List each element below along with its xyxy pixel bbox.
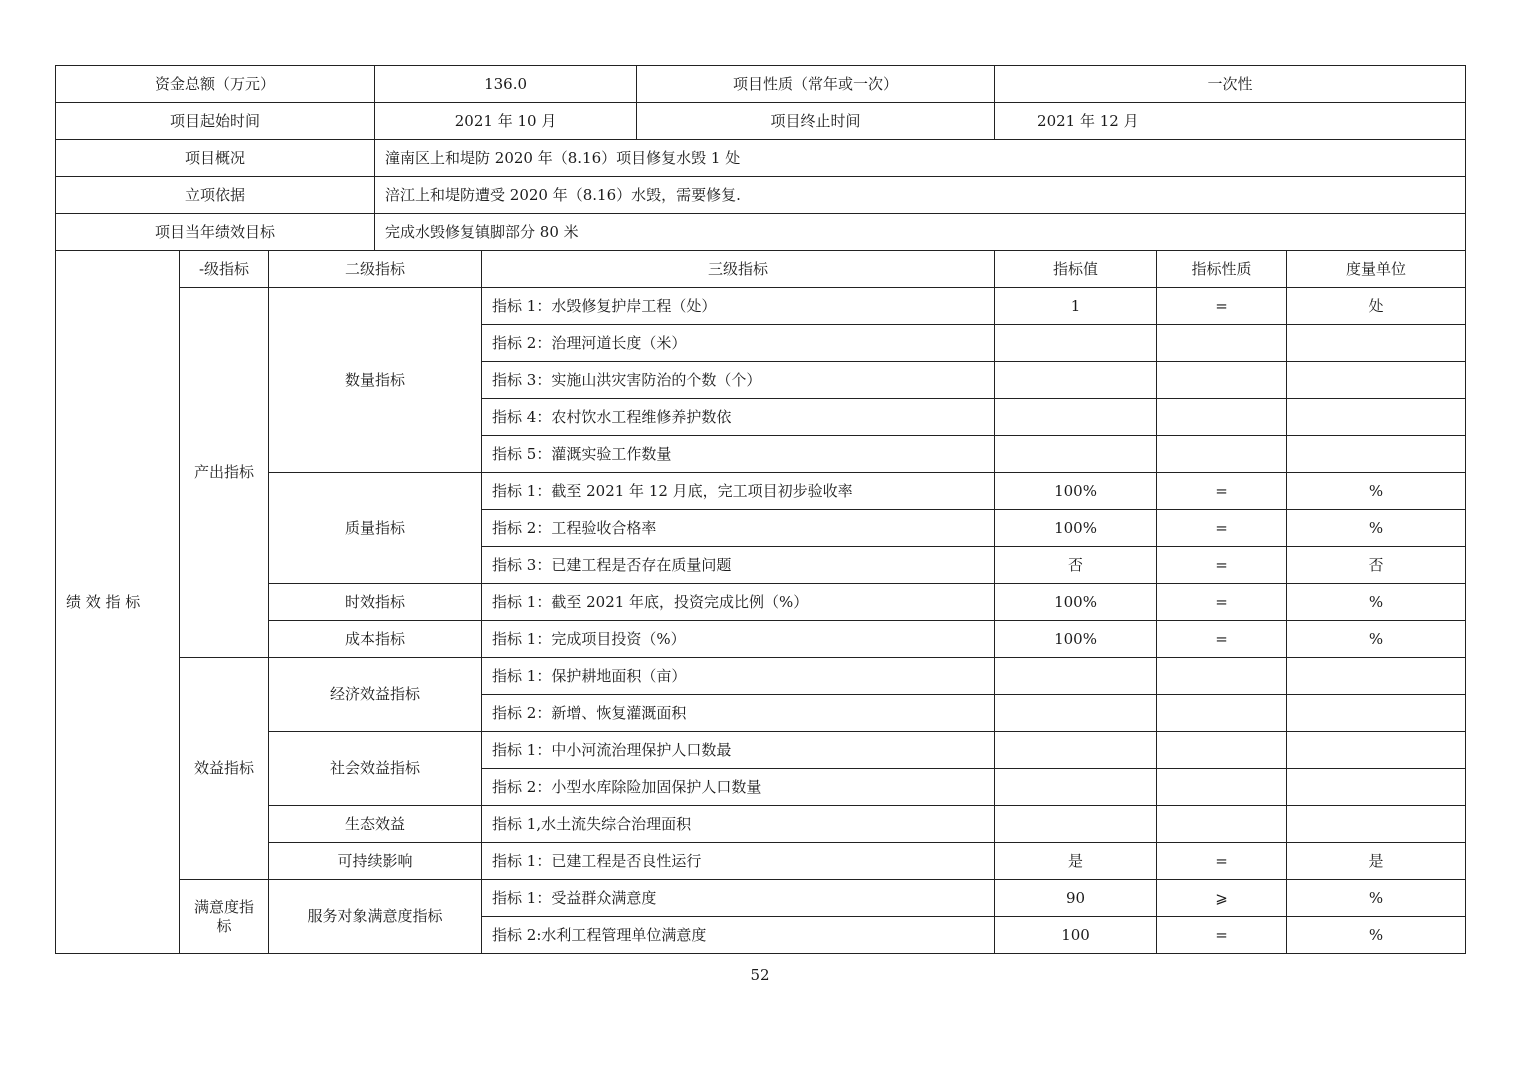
sustainable-indicator-group: 可持续影响 (269, 843, 482, 880)
indicator-unit (1287, 325, 1466, 362)
header-row-time (56, 103, 1466, 140)
indicator-nature: = (1157, 621, 1287, 658)
indicator-value (995, 658, 1157, 695)
indicator-name: 指标 1：截至 2021 年底，投资完成比例（%） (482, 584, 995, 621)
quality-indicator-group: 质量指标 (269, 473, 482, 584)
indicator-unit: % (1287, 510, 1466, 547)
output-indicator-group: 产出指标 (180, 288, 269, 658)
performance-table (55, 65, 1466, 954)
indicator-unit (1287, 658, 1466, 695)
indicator-unit (1287, 436, 1466, 473)
indicator-name: 指标 1：水毁修复护岸工程（处） (482, 288, 995, 325)
indicator-value: 100 (995, 917, 1157, 954)
header-row-basis (56, 177, 1466, 214)
page-number: 52 (750, 966, 770, 984)
indicator-nature (1157, 695, 1287, 732)
indicator-nature: = (1157, 547, 1287, 584)
basis-label: 立项依据 (56, 177, 375, 214)
nature-value: 一次性 (995, 66, 1466, 103)
indicator-value (995, 399, 1157, 436)
total-label: 资金总额（万元） (56, 66, 375, 103)
indicator-nature (1157, 769, 1287, 806)
indicator-value: 1 (995, 288, 1157, 325)
table-row (56, 658, 1466, 695)
nature-label: 项目性质（常年或一次） (637, 66, 995, 103)
basis-value: 涪江上和堤防遭受 2020 年（8.16）水毁，需要修复. (375, 177, 1466, 214)
indicator-value (995, 806, 1157, 843)
economic-indicator-group: 经济效益指标 (269, 658, 482, 732)
indicator-value: 100% (995, 584, 1157, 621)
indicator-name: 指标 1：中小河流治理保护人口数最 (482, 732, 995, 769)
column-level2: 二级指标 (269, 251, 482, 288)
column-value: 指标值 (995, 251, 1157, 288)
indicator-name: 指标 1,水土流失综合治理面积 (482, 806, 995, 843)
indicator-name: 指标 3：已建工程是否存在质量问题 (482, 547, 995, 584)
social-indicator-group: 社会效益指标 (269, 732, 482, 806)
indicator-name: 指标 5：灌溉实验工作数量 (482, 436, 995, 473)
end-label: 项目终止时间 (637, 103, 995, 140)
indicator-name: 指标 1：受益群众满意度 (482, 880, 995, 917)
indicator-nature: = (1157, 473, 1287, 510)
indicator-name: 指标 2:水利工程管理单位满意度 (482, 917, 995, 954)
table-row (56, 880, 1466, 917)
goal-label: 项目当年绩效目标 (56, 214, 375, 251)
indicator-value: 90 (995, 880, 1157, 917)
indicator-name: 指标 2：工程验收合格率 (482, 510, 995, 547)
indicator-name: 指标 4：农村饮水工程维修养护数依 (482, 399, 995, 436)
end-value: 2021 年 12 月 (995, 103, 1466, 140)
indicator-unit: % (1287, 621, 1466, 658)
indicator-value: 否 (995, 547, 1157, 584)
start-label: 项目起始时间 (56, 103, 375, 140)
indicator-nature: = (1157, 917, 1287, 954)
indicator-name: 指标 3：实施山洪灾害防治的个数（个） (482, 362, 995, 399)
indicator-value: 100% (995, 473, 1157, 510)
performance-indicator-group: 绩 效 指 标 (56, 251, 180, 954)
indicator-nature (1157, 658, 1287, 695)
indicator-value (995, 325, 1157, 362)
indicator-unit: 是 (1287, 843, 1466, 880)
indicator-unit (1287, 362, 1466, 399)
indicator-name: 指标 1：已建工程是否良性运行 (482, 843, 995, 880)
header-row-total (56, 66, 1466, 103)
service-satisfaction-group: 服务对象满意度指标 (269, 880, 482, 954)
indicator-unit (1287, 399, 1466, 436)
indicator-name: 指标 2：治理河道长度（米） (482, 325, 995, 362)
indicator-nature (1157, 325, 1287, 362)
indicator-value (995, 436, 1157, 473)
indicator-nature (1157, 732, 1287, 769)
indicator-nature: = (1157, 510, 1287, 547)
indicator-unit: % (1287, 473, 1466, 510)
cost-indicator-group: 成本指标 (269, 621, 482, 658)
indicator-value (995, 769, 1157, 806)
quantity-indicator-group: 数量指标 (269, 288, 482, 473)
indicator-name: 指标 1：保护耕地面积（亩） (482, 658, 995, 695)
indicator-nature: = (1157, 288, 1287, 325)
indicator-nature: = (1157, 843, 1287, 880)
indicator-nature (1157, 806, 1287, 843)
indicator-value (995, 362, 1157, 399)
column-nature: 指标性质 (1157, 251, 1287, 288)
indicator-value: 是 (995, 843, 1157, 880)
indicator-name: 指标 1：完成项目投资（%） (482, 621, 995, 658)
indicator-nature (1157, 362, 1287, 399)
indicator-name: 指标 2：新增、恢复灌溉面积 (482, 695, 995, 732)
indicator-nature: ⩾ (1157, 880, 1287, 917)
total-value: 136.0 (375, 66, 637, 103)
column-unit: 度量单位 (1287, 251, 1466, 288)
indicator-value: 100% (995, 621, 1157, 658)
indicator-unit: % (1287, 880, 1466, 917)
indicator-value (995, 695, 1157, 732)
indicator-name: 指标 1：截至 2021 年 12 月底，完工项目初步验收率 (482, 473, 995, 510)
benefit-indicator-group: 效益指标 (180, 658, 269, 880)
indicator-nature (1157, 399, 1287, 436)
column-header-row (56, 251, 1466, 288)
header-row-overview (56, 140, 1466, 177)
overview-value: 潼南区上和堤防 2020 年（8.16）项目修复水毁 1 处 (375, 140, 1466, 177)
column-level1: -级指标 (180, 251, 269, 288)
indicator-unit (1287, 695, 1466, 732)
timeliness-indicator-group: 时效指标 (269, 584, 482, 621)
indicator-unit: % (1287, 917, 1466, 954)
indicator-value: 100% (995, 510, 1157, 547)
indicator-unit (1287, 732, 1466, 769)
goal-value: 完成水毁修复镇脚部分 80 米 (375, 214, 1466, 251)
indicator-unit (1287, 806, 1466, 843)
start-value: 2021 年 10 月 (375, 103, 637, 140)
table-row (56, 288, 1466, 325)
column-level3: 三级指标 (482, 251, 995, 288)
indicator-unit: 处 (1287, 288, 1466, 325)
indicator-unit (1287, 769, 1466, 806)
indicator-value (995, 732, 1157, 769)
header-row-goal (56, 214, 1466, 251)
indicator-nature (1157, 436, 1287, 473)
indicator-name: 指标 2：小型水库除险加固保护人口数量 (482, 769, 995, 806)
indicator-nature: = (1157, 584, 1287, 621)
satisfaction-indicator-group: 满意度指标 (180, 880, 269, 954)
indicator-unit: 否 (1287, 547, 1466, 584)
overview-label: 项目概况 (56, 140, 375, 177)
ecological-indicator-group: 生态效益 (269, 806, 482, 843)
indicator-unit: % (1287, 584, 1466, 621)
